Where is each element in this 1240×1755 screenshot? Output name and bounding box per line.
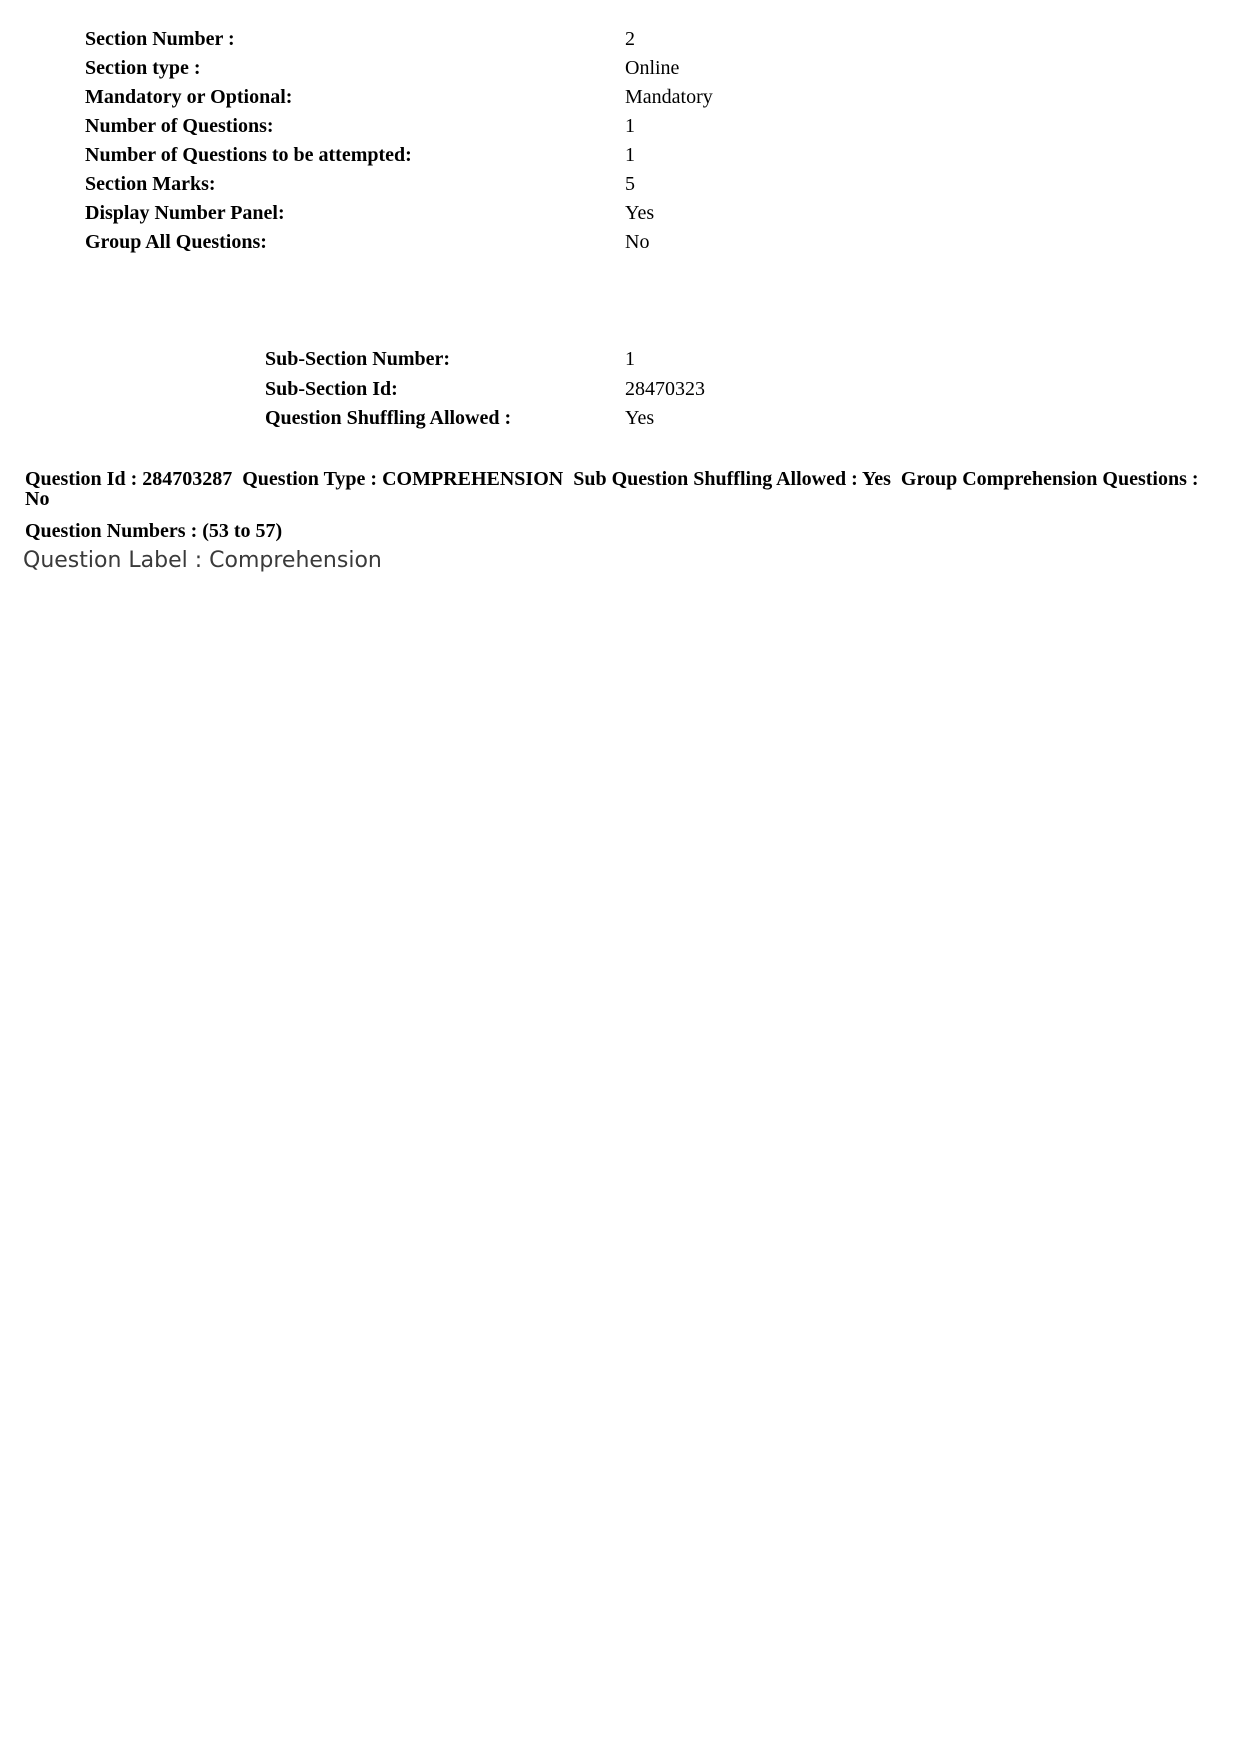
question-type: Question Type : COMPREHENSION — [242, 468, 564, 490]
subsection-id-label: Sub-Section Id: — [265, 377, 398, 400]
group-all-label: Group All Questions: — [85, 231, 267, 253]
section-row-type — [85, 54, 713, 83]
section-marks-label: Section Marks: — [85, 173, 216, 195]
question-id: Question Id : 284703287 — [25, 468, 233, 490]
subsection-row-id — [265, 375, 705, 405]
number-panel-label: Display Number Panel: — [85, 202, 285, 224]
question-shuffling-value: Yes — [625, 407, 655, 429]
section-row-mandatory — [85, 83, 713, 112]
section-row-number-panel — [85, 199, 713, 228]
group-comprehension: Group Comprehension Questions : No — [25, 468, 1199, 510]
subsection-details-table — [265, 345, 705, 434]
question-shuffling-label: Question Shuffling Allowed : — [265, 407, 512, 429]
sub-question-shuffling: Sub Question Shuffling Allowed : Yes — [573, 468, 891, 490]
section-number-label: Section Number : — [85, 28, 235, 50]
section-row-number — [85, 25, 713, 54]
question-count-value: 1 — [625, 115, 635, 137]
subsection-number-value: 1 — [625, 348, 635, 370]
mandatory-label: Mandatory or Optional: — [85, 86, 293, 108]
section-type-value: Online — [625, 57, 680, 79]
subsection-row-shuffling — [265, 404, 705, 434]
section-details-table — [85, 25, 713, 257]
section-number-value: 2 — [625, 28, 635, 50]
section-row-marks — [85, 170, 713, 199]
section-row-question-count — [85, 112, 713, 141]
subsection-row-number — [265, 345, 705, 375]
question-numbers: Question Numbers : (53 to 57) — [25, 520, 283, 542]
question-label: Question Label : Comprehension — [23, 548, 382, 573]
section-row-group-all — [85, 228, 713, 257]
number-panel-value: Yes — [625, 202, 655, 224]
attempt-count-value: 1 — [625, 144, 635, 166]
section-row-attempt-count — [85, 141, 713, 170]
subsection-number-label: Sub-Section Number: — [265, 348, 451, 370]
group-all-value: No — [625, 231, 650, 253]
attempt-count-label: Number of Questions to be attempted: — [85, 144, 412, 166]
subsection-id-value: 28470323 — [625, 377, 705, 400]
section-type-label: Section type : — [85, 57, 201, 79]
question-count-label: Number of Questions: — [85, 115, 274, 137]
section-marks-value: 5 — [625, 173, 635, 195]
mandatory-value: Mandatory — [625, 86, 713, 108]
question-header — [25, 469, 1215, 509]
